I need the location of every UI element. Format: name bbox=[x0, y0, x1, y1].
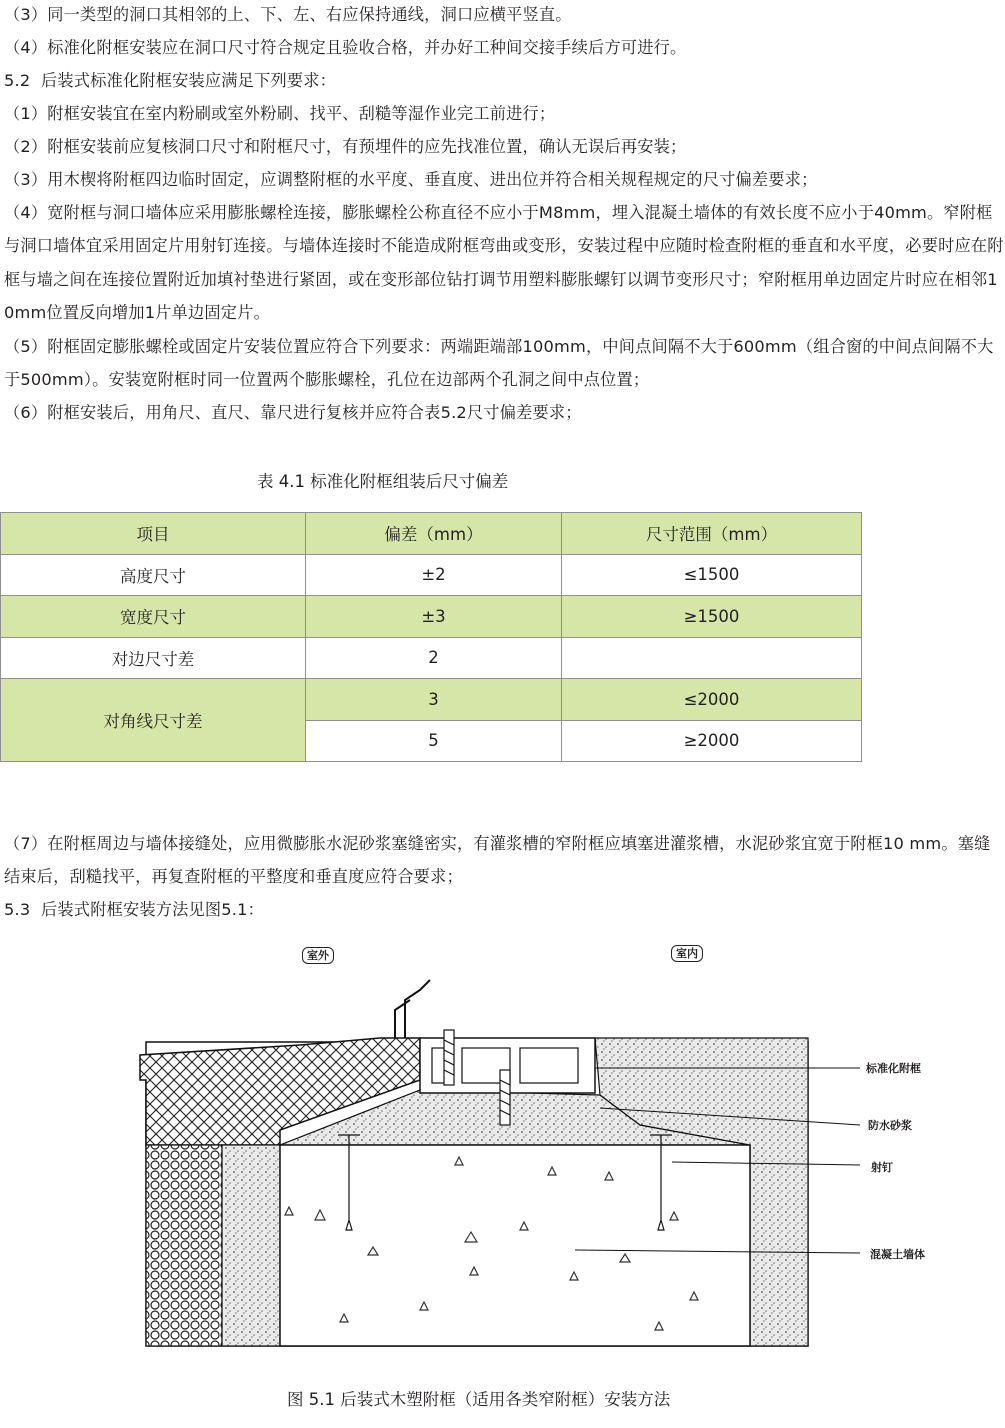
paragraph-2: （4）标准化附框安装应在洞口尺寸符合规定且验收合格，并办好工种间交接手续后方可进行。 bbox=[4, 38, 687, 57]
table-cell: ≤1500 bbox=[562, 554, 862, 596]
table-header-cell: 偏差（mm） bbox=[306, 513, 562, 555]
table-header-row bbox=[1, 513, 862, 555]
paragraph-6: （4）宽附框与洞口墙体应采用膨胀螺栓连接，膨胀螺栓公称直径不应小于M8mm，埋入混凝土墙体的有效长度不应小于40mm。窄附框与洞口墙体宜采用固定片用射钉连接。与墙体连接时不能造成附框弯曲或变形，安装过程中应随时检查附框的垂直和水平度，必要时应在附框与墙之间在连接位置附近加填衬垫进行紧固，或在变形部位钻打调节用塑料膨胀螺钉以调节变形尺寸；窄附框用单边固定片时应在相邻10mm位置反向增加1片单边固定片。 bbox=[4, 203, 1004, 322]
table-cell: 2 bbox=[306, 637, 562, 679]
table-cell: ≤2000 bbox=[562, 679, 862, 721]
paragraph-1: （3）同一类型的洞口其相邻的上、下、左、右应保持通线，洞口应横平竖直。 bbox=[4, 5, 572, 24]
table-header-cell: 尺寸范围（mm） bbox=[562, 513, 862, 555]
insulation-column bbox=[146, 1145, 222, 1346]
callout-waterproof-mortar: 防水砂浆 bbox=[868, 1119, 912, 1132]
table-cell: ±3 bbox=[306, 596, 562, 638]
table-cell bbox=[562, 637, 862, 679]
table-row bbox=[1, 554, 862, 596]
paragraph-3: （1）附框安装宜在室内粉刷或室外粉刷、找平、刮糙等湿作业完工前进行； bbox=[4, 104, 556, 123]
table-row bbox=[1, 679, 862, 721]
figure-caption: 图 5.1 后装式木塑附框（适用各类窄附框）安装方法 bbox=[287, 1390, 671, 1409]
callout-shooting-nail: 射钉 bbox=[871, 1161, 893, 1174]
table-cell: 对边尺寸差 bbox=[1, 637, 306, 679]
table-caption: 表 4.1 标准化附框组装后尺寸偏差 bbox=[257, 472, 509, 491]
table-cell: ≥1500 bbox=[562, 596, 862, 638]
paragraph-9: （7）在附框周边与墙体接缝处，应用微膨胀水泥砂浆塞缝密实，有灌浆槽的窄附框应填塞进灌浆槽，水泥砂浆宜宽于附框10 mm。塞缝结束后，刮糙找平，再复查附框的平整度和垂直度应符合要求； bbox=[4, 834, 991, 887]
table-cell: 宽度尺寸 bbox=[1, 596, 306, 638]
plaster-column bbox=[222, 1145, 280, 1346]
paragraph-7: （5）附框固定膨胀螺栓或固定片安装位置应符合下列要求：两端距端部100mm，中间点间隔不大于600mm（组合窗的中间点间隔不大于500mm）。安装宽附框时同一位置两个膨胀螺栓，孔位在边部两个孔洞之间中点位置； bbox=[4, 337, 994, 390]
table-cell: 高度尺寸 bbox=[1, 554, 306, 596]
paragraph-5: （3）用木楔将附框四边临时固定，应调整附框的水平度、垂直度、进出位并符合相关规程规定的尺寸偏差要求； bbox=[4, 170, 818, 189]
table-cell: 3 bbox=[306, 679, 562, 721]
section-heading-5-3: 5.3 后装式附框安装方法见图5.1： bbox=[4, 900, 265, 919]
indoor-label: 室内 bbox=[671, 945, 703, 962]
standard-frame-profile bbox=[395, 980, 595, 1093]
callout-concrete-wall: 混凝土墙体 bbox=[870, 1248, 925, 1261]
table-row bbox=[1, 637, 862, 679]
table-cell: ±2 bbox=[306, 554, 562, 596]
installation-figure bbox=[0, 930, 1005, 1370]
table-cell: 5 bbox=[306, 720, 562, 762]
table-header-cell: 项目 bbox=[1, 513, 306, 555]
outdoor-label: 室外 bbox=[302, 947, 334, 964]
table-cell: 对角线尺寸差 bbox=[1, 679, 306, 762]
table-cell: ≥2000 bbox=[562, 720, 862, 762]
table-row bbox=[1, 596, 862, 638]
paragraph-8: （6）附框安装后，用角尺、直尺、靠尺进行复核并应符合表5.2尺寸偏差要求； bbox=[4, 403, 582, 422]
callout-standard-frame: 标准化附框 bbox=[866, 1062, 921, 1075]
section-heading-5-2: 5.2 后装式标准化附框安装应满足下列要求： bbox=[4, 71, 337, 90]
deviation-table bbox=[0, 512, 862, 762]
installation-diagram bbox=[0, 930, 1005, 1370]
paragraph-4: （2）附框安装前应复核洞口尺寸和附框尺寸，有预埋件的应先找准位置，确认无误后再安装； bbox=[4, 137, 687, 156]
concrete-wall bbox=[280, 1145, 750, 1346]
